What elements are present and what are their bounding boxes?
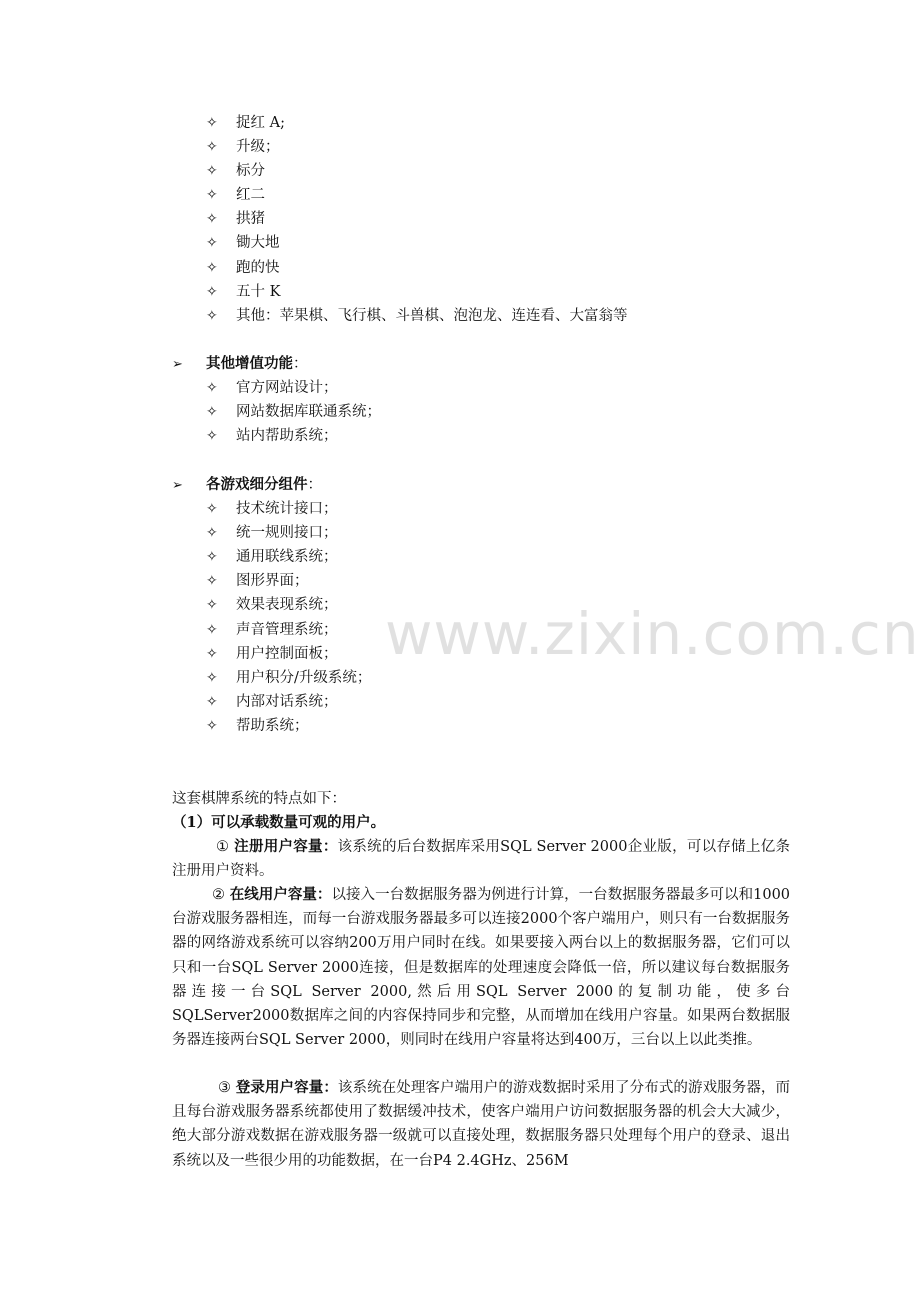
game-item: ✧ 锄大地 — [206, 231, 280, 255]
paragraph-text: 该系统在处理客户端用户的游戏数据时采用了分布式的游戏服务器，而且每台游戏服务器系统都使用了数据缓冲技术，使客户端用户访问数据服务器的机会大大减少，绝大部分游戏数据在游戏服务器一级就可以直接处理，数据服务器只处理每个用户的登录、退出系统以及一些很少用的功能数据，在一台P4 2.4GHz、256M — [172, 1080, 791, 1169]
diamond-bullet-icon: ✧ — [206, 139, 218, 155]
diamond-bullet-icon: ✧ — [206, 549, 218, 565]
diamond-bullet-icon: ✧ — [206, 404, 218, 420]
paragraph-login-capacity — [172, 1076, 790, 1173]
diamond-bullet-icon: ✧ — [206, 187, 218, 203]
feature-point-title: （1）可以承载数量可观的用户。 — [172, 814, 386, 831]
component-item: ✧ 效果表现系统； — [206, 593, 338, 617]
value-added-item: ✧ 网站数据库联通系统； — [206, 400, 381, 424]
features-intro: 这套棋牌系统的特点如下： — [172, 791, 346, 807]
diamond-bullet-icon: ✧ — [206, 308, 218, 324]
diamond-bullet-icon: ✧ — [206, 573, 218, 589]
value-added-item: ✧ 官方网站设计； — [206, 376, 338, 400]
diamond-bullet-icon: ✧ — [206, 115, 218, 131]
paragraph-online-capacity — [172, 883, 790, 1052]
component-item: ✧ 声音管理系统； — [206, 618, 338, 642]
diamond-bullet-icon: ✧ — [206, 284, 218, 300]
diamond-bullet-icon: ✧ — [206, 525, 218, 541]
diamond-bullet-icon: ✧ — [206, 501, 218, 517]
paragraph-text: 以接入一台数据服务器为例进行计算，一台数据服务器最多可以和1000台游戏服务器相连，而每一台游戏服务器最多可以连接2000个客户端用户，则只有一台数据服务器的网络游戏系统可以容纳200万用户同时在线。如果要接入两台以上的数据服务器，它们可以只和一台SQL Server 2000连接，但是数据库的处理速度会降低一倍，所以建议每台数据服务器连接一台SQL Server 2000,然后用SQL Server 2000的复制功能，使多台SQLServer2000数据库之间的内容保持同步和完整，从而增加在线用户容量。如果两台数据服务器连接两台SQL Server 2000，则同时在线用户容量将达到400万，三台以上以此类推。 — [172, 887, 791, 1049]
component-item: ✧ 统一规则接口； — [206, 521, 338, 545]
circled-number: ① — [216, 839, 230, 855]
circled-number: ③ — [218, 1080, 232, 1096]
paragraph-label: 注册用户容量： — [234, 838, 338, 855]
circled-number: ② — [212, 887, 226, 903]
game-item: ✧ 拱猪 — [206, 207, 265, 231]
game-item: ✧ 跑的快 — [206, 256, 280, 280]
component-item: ✧ 图形界面； — [206, 569, 309, 593]
diamond-bullet-icon: ✧ — [206, 597, 218, 613]
game-item: ✧ 升级； — [206, 135, 280, 159]
diamond-bullet-icon: ✧ — [206, 622, 218, 638]
paragraph-text: 该系统的后台数据库采用SQL Server 2000企业版，可以存储上亿条注册用户资料。 — [172, 839, 791, 880]
game-item: ✧ 捉红 A; — [206, 111, 285, 135]
diamond-bullet-icon: ✧ — [206, 163, 218, 179]
section-heading-components: ➢ 各游戏细分组件： — [172, 473, 322, 498]
game-item: ✧ 五十 K — [206, 280, 280, 304]
component-item: ✧ 帮助系统； — [206, 714, 309, 738]
game-item: ✧ 其他：苹果棋、飞行棋、斗兽棋、泡泡龙、连连看、大富翁等 — [206, 304, 628, 328]
paragraph-label: 在线用户容量： — [229, 886, 332, 903]
paragraph-registered-capacity — [172, 835, 790, 883]
game-item: ✧ 标分 — [206, 159, 265, 183]
diamond-bullet-icon: ✧ — [206, 694, 218, 710]
diamond-bullet-icon: ✧ — [206, 211, 218, 227]
diamond-bullet-icon: ✧ — [206, 380, 218, 396]
component-item: ✧ 用户控制面板； — [206, 642, 338, 666]
diamond-bullet-icon: ✧ — [206, 646, 218, 662]
diamond-bullet-icon: ✧ — [206, 235, 218, 251]
component-item: ✧ 内部对话系统； — [206, 690, 338, 714]
value-added-item: ✧ 站内帮助系统； — [206, 424, 338, 448]
paragraph-label: 登录用户容量： — [235, 1079, 338, 1096]
component-item: ✧ 用户积分/升级系统； — [206, 666, 371, 690]
component-item: ✧ 通用联线系统； — [206, 545, 338, 569]
arrow-bullet-icon: ➢ — [172, 357, 183, 372]
component-item: ✧ 技术统计接口； — [206, 497, 338, 521]
diamond-bullet-icon: ✧ — [206, 718, 218, 734]
arrow-bullet-icon: ➢ — [172, 478, 183, 493]
diamond-bullet-icon: ✧ — [206, 260, 218, 276]
game-item: ✧ 红二 — [206, 183, 265, 207]
section-heading-value-added: ➢ 其他增值功能： — [172, 352, 308, 377]
diamond-bullet-icon: ✧ — [206, 670, 218, 686]
watermark: www.zixin.com.cn — [385, 600, 920, 668]
diamond-bullet-icon: ✧ — [206, 428, 218, 444]
